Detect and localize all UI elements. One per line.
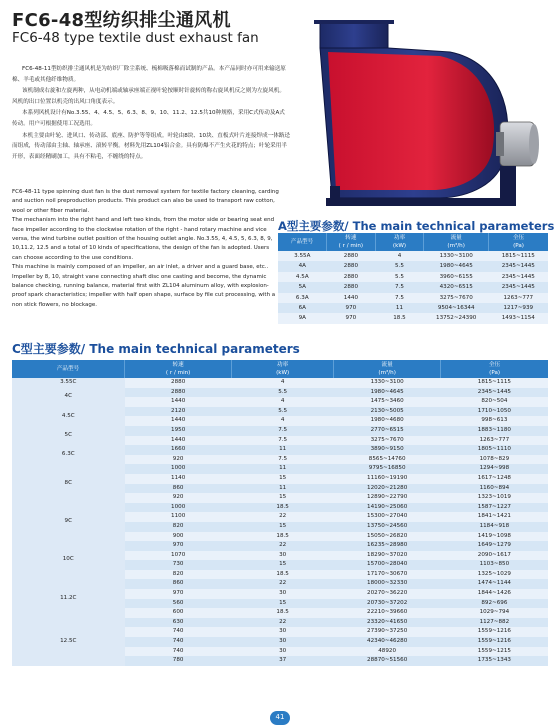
table-cell: 1440 — [327, 293, 376, 303]
table-cell: 820 — [125, 522, 232, 532]
table-cell: 22 — [232, 541, 334, 551]
table-cell: 820~504 — [441, 397, 548, 407]
table-cell: 15 — [232, 474, 334, 484]
table-cell: 1950 — [125, 426, 232, 436]
header-en: (m³/h) — [447, 243, 465, 249]
model-cell: 4C — [12, 388, 125, 407]
table-cell: 11 — [232, 464, 334, 474]
intro-zh-paragraph: 本系列风机设计有No.3.55、4、4.5、5、6.3、8、9、10、11.2、12.5共10种规格，采用C式传动及A式传动。用户可根据使用工况选用。 — [12, 110, 285, 127]
table-cell: 4320~6515 — [424, 282, 489, 292]
table-cell: 1070 — [125, 551, 232, 561]
table-cell: 1844~1426 — [441, 589, 548, 599]
header-zh: 转速 — [345, 235, 357, 241]
table-cell: 2880 — [327, 272, 376, 282]
table-cell: 11 — [232, 484, 334, 494]
table-cell: 22 — [232, 618, 334, 628]
table-cell: 1325~1029 — [441, 570, 548, 580]
table-a — [278, 233, 548, 324]
table-a-header-pressure — [489, 233, 548, 251]
table-row — [12, 464, 548, 474]
table-cell: 2880 — [327, 282, 376, 292]
table-a-header-model — [278, 233, 327, 251]
table-cell: 13752~24390 — [424, 313, 489, 323]
table-c-header-row — [12, 360, 548, 378]
table-cell: 2130~5005 — [334, 407, 441, 417]
table-row — [278, 303, 548, 313]
table-cell: 1000 — [125, 464, 232, 474]
table-cell: 4 — [232, 416, 334, 426]
table-cell: 1559~1216 — [441, 637, 548, 647]
table-cell: 15300~27040 — [334, 512, 441, 522]
intro-zh-paragraph: 本机主要由叶轮、进风口、传动部、底座、防护等等组成。叶轮由8块、10块、直板式叶片连接焊成一体路迳而组成，传动部由主轴、轴承座、滚转平衡。材料先用ZL104铝合金。具有防爆不产生火花的特点；叶轮采用半开形，表面经精刷加工，具有不粘毛，不缠绕的特点。 — [12, 132, 290, 160]
table-row — [278, 251, 548, 261]
table-cell: 1841~1421 — [441, 512, 548, 522]
table-cell: 730 — [125, 560, 232, 570]
table-cell: 3.55A — [278, 251, 327, 261]
table-c-title: C型主要参数/ The main technical parameters — [12, 342, 300, 356]
table-cell: 18.5 — [232, 503, 334, 513]
table-cell: 1330~3100 — [424, 251, 489, 261]
model-cell: 4.5C — [12, 407, 125, 426]
table-cell: 15050~26820 — [334, 532, 441, 542]
table-a-header-flow — [424, 233, 489, 251]
table-row — [278, 282, 548, 292]
table-cell: 1078~829 — [441, 455, 548, 465]
table-row — [12, 618, 548, 628]
table-cell: 740 — [125, 627, 232, 637]
table-row — [278, 293, 548, 303]
header-zh: 全压 — [512, 235, 525, 241]
table-cell: 7.5 — [232, 426, 334, 436]
model-cell: 8C — [12, 464, 125, 502]
table-cell: 18000~32330 — [334, 579, 441, 589]
table-row — [12, 378, 548, 388]
table-cell: 1649~1279 — [441, 541, 548, 551]
table-cell: 4 — [232, 378, 334, 388]
table-cell: 970 — [327, 313, 376, 323]
table-row — [12, 426, 548, 436]
table-cell: 20270~36220 — [334, 589, 441, 599]
table-cell: 1294~998 — [441, 464, 548, 474]
table-cell: 560 — [125, 599, 232, 609]
table-a-body — [278, 251, 548, 324]
table-cell: 1263~777 — [441, 436, 548, 446]
table-cell: 1000 — [125, 503, 232, 513]
table-cell: 3890~9150 — [334, 445, 441, 455]
table-cell: 630 — [125, 618, 232, 628]
table-cell: 970 — [327, 303, 376, 313]
table-cell: 4A — [278, 261, 327, 271]
model-cell: 10C — [12, 541, 125, 579]
table-cell: 860 — [125, 579, 232, 589]
table-cell: 1617~1248 — [441, 474, 548, 484]
table-cell: 2090~1617 — [441, 551, 548, 561]
table-cell: 18290~37020 — [334, 551, 441, 561]
table-cell: 1217~939 — [489, 303, 548, 313]
table-cell: 740 — [125, 637, 232, 647]
table-cell: 1263~777 — [489, 293, 548, 303]
table-c-header-power — [232, 360, 334, 378]
table-cell: 28870~51560 — [334, 656, 441, 666]
table-cell: 1029~794 — [441, 608, 548, 618]
table-a-header-power — [375, 233, 424, 251]
table-c-body — [12, 378, 548, 666]
table-cell: 30 — [232, 637, 334, 647]
intro-zh-paragraph: 该机制成右旋和左旋两种，从电动机端或轴承座端正视叶轮按顺时针旋转的称右旋风机反之则为左旋风机。风机的出口位置以机壳的出风口角度表示。 — [12, 88, 285, 105]
model-cell: 11.2C — [12, 579, 125, 617]
table-cell: 22 — [232, 579, 334, 589]
header-zh: 转速 — [172, 362, 184, 368]
model-cell: 5C — [12, 426, 125, 445]
table-cell: 1127~882 — [441, 618, 548, 628]
table-cell: 1475~3460 — [334, 397, 441, 407]
intro-zh-paragraph: FC6-48-11型纺织排尘通风机是为纺织厂除尘系统、梳棉吸落棉而试制的产品。本产品同时亦可用来输送原棉、羊毛或其他纤维物质。 — [12, 66, 286, 83]
table-cell: 13750~24560 — [334, 522, 441, 532]
table-cell: 12890~22790 — [334, 493, 441, 503]
table-cell: 9795~16850 — [334, 464, 441, 474]
table-cell: 1440 — [125, 397, 232, 407]
table-cell: 860 — [125, 484, 232, 494]
table-cell: 1103~850 — [441, 560, 548, 570]
table-cell: 11160~19190 — [334, 474, 441, 484]
table-row — [12, 579, 548, 589]
header-zh: 流量 — [450, 235, 462, 241]
table-cell: 780 — [125, 656, 232, 666]
table-cell: 18.5 — [232, 570, 334, 580]
table-cell: 970 — [125, 589, 232, 599]
table-cell: 920 — [125, 493, 232, 503]
table-cell: 5A — [278, 282, 327, 292]
table-cell: 15 — [232, 599, 334, 609]
header-zh: 产品型号 — [56, 366, 80, 372]
table-cell: 15 — [232, 522, 334, 532]
table-cell: 15700~28040 — [334, 560, 441, 570]
table-cell: 1815~1115 — [489, 251, 548, 261]
table-cell: 1559~1216 — [441, 627, 548, 637]
table-cell: 1440 — [125, 416, 232, 426]
table-cell: 1493~1154 — [489, 313, 548, 323]
fan-product-image — [300, 12, 550, 212]
table-cell: 1980~4645 — [334, 388, 441, 398]
header-en: (m³/h) — [378, 370, 396, 376]
table-cell: 30 — [232, 551, 334, 561]
table-cell: 1660 — [125, 445, 232, 455]
table-a-title: A型主要参数/ The main technical parameters — [278, 219, 555, 233]
table-cell: 970 — [125, 541, 232, 551]
table-cell: 1883~1180 — [441, 426, 548, 436]
table-cell: 2345~1445 — [489, 282, 548, 292]
title-chinese: FC6-48型纺织排尘通风机 — [12, 10, 231, 31]
table-c-header-model — [12, 360, 125, 378]
table-cell: 12020~21280 — [334, 484, 441, 494]
table-cell: 42340~46280 — [334, 637, 441, 647]
table-cell: 37 — [232, 656, 334, 666]
header-en: (Pa) — [489, 370, 501, 376]
table-cell: 7.5 — [232, 436, 334, 446]
table-cell: 7.5 — [232, 455, 334, 465]
table-cell: 6A — [278, 303, 327, 313]
table-row — [12, 407, 548, 417]
intro-en-paragraph: The mechanism into the right hand and left two kinds, from the motor side or bearing seat end face impeller according to the clockwise rotation of the right - hand rotary machine and vice versa, the wind turbine outlet position of the housing outlet angle. No.3.55, 4, 4.5, 5, 6.3, 8, 9, 10,11.2, 12.5 and a total of 10 kinds of specifications, the design of the fan is adopted. Users can choose according to the use conditions. — [12, 217, 275, 261]
table-cell: 5.5 — [232, 388, 334, 398]
header-en: (kW) — [276, 370, 290, 376]
header-en: (Pa) — [513, 243, 524, 249]
table-cell: 27390~37250 — [334, 627, 441, 637]
table-row — [278, 313, 548, 323]
table-row — [278, 261, 548, 271]
table-cell: 4 — [232, 397, 334, 407]
intro-chinese — [12, 64, 290, 163]
table-cell: 1100 — [125, 512, 232, 522]
title-english: FC6-48 type textile dust exhaust fan — [12, 30, 259, 46]
page-number: 41 — [270, 711, 290, 725]
table-cell: 1323~1019 — [441, 493, 548, 503]
table-cell: 8565~14760 — [334, 455, 441, 465]
model-cell: 3.55C — [12, 378, 125, 388]
table-a-header-speed — [327, 233, 376, 251]
table-cell: 1980~4680 — [334, 416, 441, 426]
table-cell: 5.5 — [375, 261, 424, 271]
table-cell: 15 — [232, 560, 334, 570]
table-cell: 48920 — [334, 647, 441, 657]
table-cell: 892~696 — [441, 599, 548, 609]
table-cell: 900 — [125, 532, 232, 542]
table-cell: 15 — [232, 493, 334, 503]
table-cell: 1160~894 — [441, 484, 548, 494]
table-cell: 1140 — [125, 474, 232, 484]
table-cell: 2880 — [327, 251, 376, 261]
table-cell: 11 — [232, 445, 334, 455]
table-row — [278, 272, 548, 282]
table-cell: 1710~1050 — [441, 407, 548, 417]
table-cell: 18.5 — [375, 313, 424, 323]
table-cell: 17170~30670 — [334, 570, 441, 580]
table-cell: 7.5 — [375, 293, 424, 303]
model-cell: 9C — [12, 503, 125, 541]
table-cell: 1587~1227 — [441, 503, 548, 513]
header-zh: 功率 — [393, 235, 406, 241]
table-cell: 820 — [125, 570, 232, 580]
table-cell: 2345~1445 — [441, 388, 548, 398]
table-cell: 1815~1115 — [441, 378, 548, 388]
table-cell: 2770~6515 — [334, 426, 441, 436]
header-en: ( r / min) — [165, 370, 191, 376]
table-cell: 18.5 — [232, 608, 334, 618]
table-row — [12, 503, 548, 513]
intro-en-paragraph: FC6-48-11 type spinning dust fan is the dust removal system for textile factory cleaning, carding and suction noil preproduction products. This product can also be used to transport raw cotton, wool or other fiber material. — [12, 189, 279, 214]
table-cell: 1440 — [125, 436, 232, 446]
header-en: ( r / min) — [338, 243, 364, 249]
table-cell: 16235~28980 — [334, 541, 441, 551]
table-c — [12, 360, 548, 666]
table-cell: 1735~1343 — [441, 656, 548, 666]
table-c-header-speed — [125, 360, 232, 378]
table-cell: 22 — [232, 512, 334, 522]
table-c-header-pressure — [441, 360, 548, 378]
table-cell: 920 — [125, 455, 232, 465]
table-cell: 998~613 — [441, 416, 548, 426]
table-cell: 3960~6155 — [424, 272, 489, 282]
table-cell: 1559~1215 — [441, 647, 548, 657]
table-cell: 2345~1445 — [489, 272, 548, 282]
table-cell: 1330~3100 — [334, 378, 441, 388]
header-zh: 流量 — [381, 362, 393, 368]
table-cell: 1474~1144 — [441, 579, 548, 589]
table-cell: 740 — [125, 647, 232, 657]
header-zh: 全压 — [489, 362, 501, 368]
intro-en-paragraph: This machine is mainly composed of an impeller, an air inlet, a driver and a guard base, etc.. Impeller by 8, 10, straight vane connecting shaft disc one casting and become, the dynamic balance checking, running balance, material first with ZL104 aluminum alloy, with explosion-proof spark characteristics; impeller with half open shape, surface by file cut processing, with a non stick flowers, no blockage. — [12, 264, 276, 308]
table-cell: 2880 — [125, 378, 232, 388]
table-cell: 23320~41650 — [334, 618, 441, 628]
table-cell: 30 — [232, 627, 334, 637]
table-cell: 30 — [232, 589, 334, 599]
table-cell: 2880 — [125, 388, 232, 398]
table-cell: 22210~39660 — [334, 608, 441, 618]
table-cell: 30 — [232, 647, 334, 657]
table-row — [12, 388, 548, 398]
table-cell: 2345~1445 — [489, 261, 548, 271]
table-cell: 1805~1110 — [441, 445, 548, 455]
header-en: (kW) — [392, 243, 407, 249]
header-zh: 功率 — [277, 362, 289, 368]
table-a-header-row — [278, 233, 548, 251]
table-cell: 9504~16344 — [424, 303, 489, 313]
table-cell: 6.3A — [278, 293, 327, 303]
table-row — [12, 445, 548, 455]
table-cell: 20730~37202 — [334, 599, 441, 609]
table-cell: 2880 — [327, 261, 376, 271]
table-cell: 1419~1098 — [441, 532, 548, 542]
intro-english — [12, 188, 280, 310]
model-cell: 12.5C — [12, 618, 125, 666]
table-cell: 5.5 — [232, 407, 334, 417]
table-cell: 18.5 — [232, 532, 334, 542]
table-cell: 1184~918 — [441, 522, 548, 532]
table-cell: 3275~7670 — [334, 436, 441, 446]
header-zh: 产品型号 — [290, 239, 314, 245]
table-cell: 14190~25060 — [334, 503, 441, 513]
table-cell: 4.5A — [278, 272, 327, 282]
table-cell: 5.5 — [375, 272, 424, 282]
table-row — [12, 541, 548, 551]
model-cell: 6.3C — [12, 445, 125, 464]
table-cell: 4 — [375, 251, 424, 261]
table-cell: 11 — [375, 303, 424, 313]
table-cell: 600 — [125, 608, 232, 618]
table-cell: 3275~7670 — [424, 293, 489, 303]
table-cell: 1980~4645 — [424, 261, 489, 271]
table-c-header-flow — [334, 360, 441, 378]
table-cell: 9A — [278, 313, 327, 323]
table-cell: 7.5 — [375, 282, 424, 292]
table-cell: 2120 — [125, 407, 232, 417]
